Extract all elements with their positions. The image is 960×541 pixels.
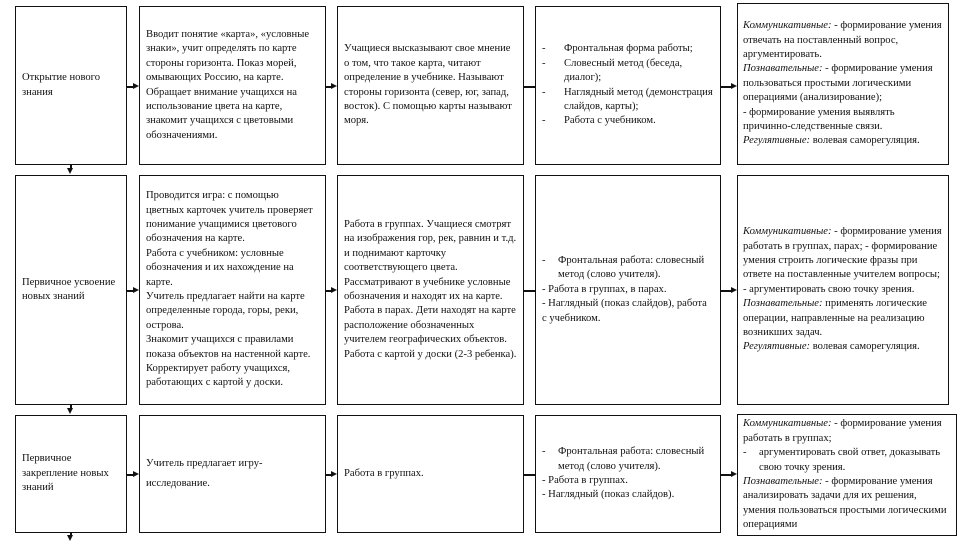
uud-label-regulative: Регулятивные: xyxy=(743,135,811,147)
student-activity-text: Учащиеся высказывают свое мнение о том, что такое карта, читают определение в учебнике. Называют стороны горизонта (север, юг, запад, восток). С помощью карты называют моря. xyxy=(344,43,512,127)
teacher-activity-box-3 xyxy=(139,415,326,533)
bullet: - xyxy=(542,86,546,98)
method-item: - Наглядный (показ слайдов), работа с учебником. xyxy=(542,298,707,324)
connector-line xyxy=(524,86,535,88)
arrow-right-icon xyxy=(331,83,337,89)
arrow-right-icon xyxy=(331,471,337,477)
uud-communicative-text: - формирование умения работать в группах, парах; - формирование умения строить логические фразы при ответе на поставленные учителем вопросы; - аргументировать свою точку зрения. xyxy=(743,226,942,295)
connector-line xyxy=(721,290,731,292)
uud-label-cognitive: Познавательные: xyxy=(743,298,823,310)
uud-box-1 xyxy=(737,3,949,165)
uud-box-3 xyxy=(737,414,957,536)
student-activity-text: Работа в группах. xyxy=(344,467,424,479)
connector-line xyxy=(524,474,535,476)
stage-box-3 xyxy=(15,415,127,533)
teacher-activity-text: Знакомит учащихся с правилами показа объектов на настенной карте. Корректирует работу учащихся, работающих с картой у доски. xyxy=(146,334,311,389)
teacher-activity-box-1 xyxy=(139,6,326,165)
method-item: Фронтальная форма работы; xyxy=(564,43,693,55)
uud-label-regulative: Регулятивные: xyxy=(743,341,811,353)
arrow-right-icon xyxy=(731,287,737,293)
uud-cognitive-text: - формирование умения пользоваться простыми логическими операциями (анализирование); xyxy=(743,63,933,104)
teacher-activity-text: Проводится игра: с помощью цветных карточек учитель проверяет понимание учащимися цветового обозначения на карте. xyxy=(146,190,313,245)
bullet: - xyxy=(542,254,546,266)
uud-label-communicative: Коммуникативные: xyxy=(743,418,832,430)
method-item: Фронтальная работа: словесный метод (слово учителя). xyxy=(558,446,705,472)
methods-box-3 xyxy=(535,415,721,533)
stage-label: Первичное закрепление новых знаний xyxy=(22,453,109,494)
arrow-right-icon xyxy=(133,471,139,477)
uud-label-communicative: Коммуникативные: xyxy=(743,226,832,238)
teacher-activity-text: Работа с учебником: условные обозначения и их нахождение на карте. xyxy=(146,247,294,288)
teacher-activity-text: Вводит понятие «карта», «условные знаки», учит определять по карте стороны горизонта. Показ морей, омывающих Россию, на карте. Обращает внимание учащихся на использование цвета на карте, знакомит учащихся с цветовыми обозначениями. xyxy=(146,28,310,141)
bullet: - xyxy=(542,115,546,127)
uud-communicative-text: - формирование умения работать в группах; xyxy=(743,418,942,444)
teacher-activity-text: исследование. xyxy=(146,478,210,489)
student-activity-box-2 xyxy=(337,175,524,405)
stage-box-1 xyxy=(15,6,127,165)
stage-label: Открытие нового знания xyxy=(22,72,101,98)
uud-box-2 xyxy=(737,175,949,405)
method-item: Работа с учебником. xyxy=(564,115,656,127)
uud-cognitive-text-2: - формирование умения выявлять причинно-следственные связи. xyxy=(743,106,895,133)
arrow-down-icon xyxy=(67,168,73,174)
student-activity-text: Работа с картой у доски (2-3 ребенка). xyxy=(344,348,517,360)
uud-cognitive-text: применять логические операции, направленные на реализацию возникших задач. xyxy=(743,298,927,339)
uud-text xyxy=(743,417,951,532)
student-activity-text: Работа в парах. Дети находят на карте расположение обозначенных учителем географических объектов. xyxy=(344,305,516,346)
uud-label-cognitive: Познавательные: xyxy=(743,63,823,75)
bullet: - xyxy=(743,447,747,459)
bullet: - xyxy=(542,43,546,55)
student-activity-text: Работа в группах. Учащиеся смотрят на изображения гор, рек, равнин и т.д. и поднимают карточку соответствующего цвета. Рассматривают в учебнике условные обозначения и находят их на карте. xyxy=(344,218,517,302)
student-activity-box-1 xyxy=(337,6,524,165)
methods-box-1 xyxy=(535,6,721,165)
arrow-right-icon xyxy=(133,287,139,293)
arrow-down-icon xyxy=(67,408,73,414)
connector-line xyxy=(721,474,731,476)
bullet: - xyxy=(542,57,546,69)
arrow-right-icon xyxy=(133,83,139,89)
uud-label-communicative: Коммуникативные: xyxy=(743,20,832,32)
bullet: - xyxy=(542,446,546,458)
uud-text xyxy=(743,225,943,355)
student-activity-box-3 xyxy=(337,415,524,533)
arrow-right-icon xyxy=(731,471,737,477)
stage-box-2 xyxy=(15,175,127,405)
uud-communicative-item: аргументировать свой ответ, доказывать свою точку зрения. xyxy=(759,447,941,473)
arrow-right-icon xyxy=(731,83,737,89)
method-item: - Работа в группах, в парах. xyxy=(542,283,667,295)
method-item: - Работа в группах. xyxy=(542,475,628,486)
uud-communicative-text: - формирование умения отвечать на поставленный вопрос, аргументировать. xyxy=(743,20,942,60)
connector-line xyxy=(524,290,535,292)
arrow-down-icon xyxy=(67,535,73,541)
teacher-activity-box-2 xyxy=(139,175,326,405)
method-item: Словесный метод (беседа, диалог); xyxy=(564,57,683,84)
uud-regulative-text: волевая саморегуляция. xyxy=(810,135,920,147)
arrow-right-icon xyxy=(331,287,337,293)
connector-line xyxy=(721,86,731,88)
method-item: Фронтальная работа: словесный метод (слово учителя). xyxy=(558,254,705,281)
uud-cognitive-text: - формирование умения анализировать задачи для их решения, умения пользоваться простыми логическими операциями xyxy=(743,476,947,531)
uud-regulative-text: волевая саморегуляция. xyxy=(810,341,920,353)
uud-label-cognitive: Познавательные: xyxy=(743,476,823,487)
method-item: - Наглядный (показ слайдов). xyxy=(542,489,675,501)
stage-label: Первичное усвоение новых знаний xyxy=(22,276,116,302)
method-item: Наглядный метод (демонстрация слайдов, карты); xyxy=(564,86,713,112)
methods-box-2 xyxy=(535,175,721,405)
teacher-activity-text: Учитель предлагает игру- xyxy=(146,458,263,469)
uud-text xyxy=(743,19,943,149)
teacher-activity-text: Учитель предлагает найти на карте определенные города, горы, реки, острова. xyxy=(146,291,305,331)
